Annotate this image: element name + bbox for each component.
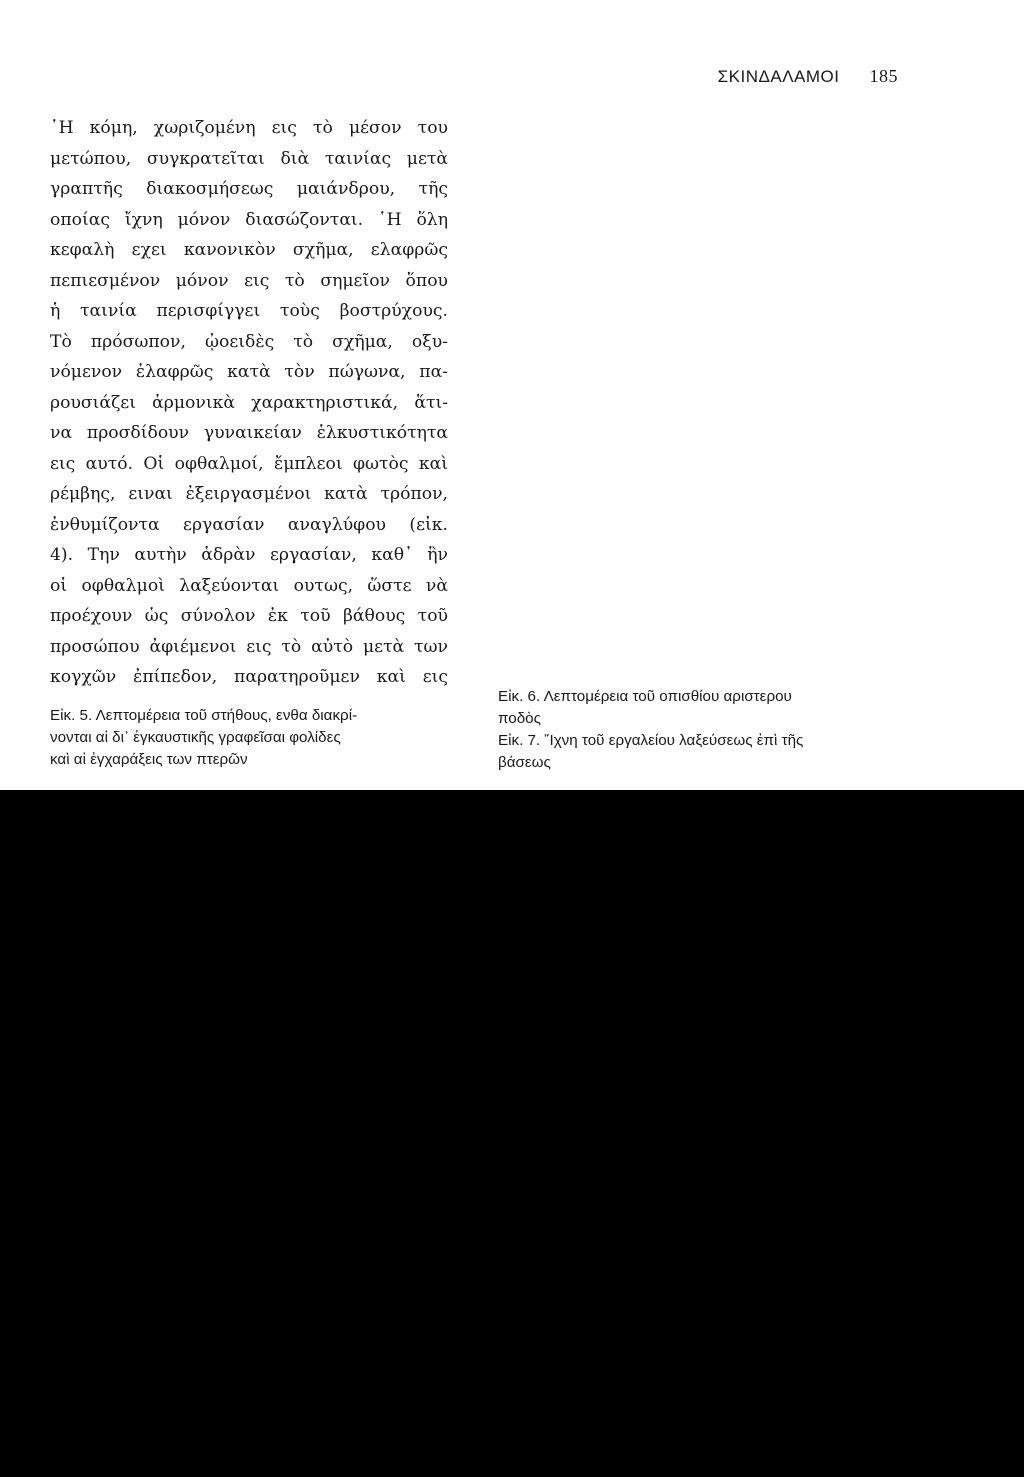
body-line: προσώπου ἀφιέμενοι εις τὸ αὐτὸ μετὰ των	[50, 636, 448, 657]
body-line: 4). Την αυτὴν ἁδρὰν εργασίαν, καθ᾽ ἣν	[50, 545, 448, 565]
body-line: να προσδίδουν γυναικείαν ἑλκυστικότητα	[50, 423, 448, 443]
caption-line: ποδὸς	[498, 710, 541, 727]
body-line: ἡ ταινία περισφίγγει τοὺς βοστρύχους.	[50, 301, 448, 321]
body-line: οἱ οφθαλμοὶ λαξεύονται ουτως, ὥστε νὰ	[50, 575, 448, 596]
figure-6-7-caption	[498, 686, 898, 774]
running-head	[718, 66, 898, 87]
body-line: οποίας ἴχνη μόνον διασώζονται. ῾Η ὅλη	[50, 209, 448, 230]
body-line: ρουσιάζει ἁρμονικὰ χαρακτηριστικά, ἅτι-	[50, 392, 448, 413]
page-number: 185	[869, 66, 898, 86]
body-line: εις αυτό. Οἱ οφθαλμοί, ἔμπλεοι φωτὸς καὶ	[50, 453, 448, 474]
caption-line: καὶ αἱ ἐγχαράξεις των πτερῶν	[50, 751, 248, 768]
running-title: ΣΚΙΝΔΑΛΑΜΟΙ	[717, 67, 840, 86]
caption-line: νονται αἱ δι᾽ ἐγκαυστικῆς γραφεῖσαι φολίδες	[50, 729, 341, 746]
body-line: ἐνθυμίζοντα εργασίαν αναγλύφου (εἰκ.	[50, 514, 448, 535]
body-line: προέχουν ὡς σύνολον ἐκ τοῦ βάθους τοῦ	[50, 606, 448, 626]
caption-line: Εἰκ. 6. Λεπτομέρεια τοῦ οπισθίου αριστερου	[498, 688, 792, 705]
body-line: Τὸ πρόσωπον, ᾠοειδὲς τὸ σχῆμα, οξυ-	[50, 331, 448, 352]
body-paragraph	[50, 113, 448, 693]
figure-5-caption	[50, 705, 450, 771]
body-line: ῾Η κόμη, χωριζομένη εις τὸ μέσον του	[50, 118, 448, 138]
body-line: νόμενον ἐλαφρῶς κατὰ τὸν πώγωνα, πα-	[50, 362, 448, 382]
body-line: ρέμβης, ειναι ἐξειργασμένοι κατὰ τρόπον,	[50, 484, 448, 504]
body-line: μετώπου, συγκρατεῖται διὰ ταινίας μετὰ	[50, 148, 448, 169]
caption-line: Εἰκ. 7. ῎Ιχνη τοῦ εργαλείου λαξεύσεως ἐπὶ τῆς	[498, 732, 804, 749]
body-line: κεφαλὴ εχει κανονικὸν σχῆμα, ελαφρῶς	[50, 240, 448, 260]
body-line: κογχῶν ἐπίπεδον, παρατηροῦμεν καὶ εις	[50, 667, 448, 687]
caption-line: Εἰκ. 5. Λεπτομέρεια τοῦ στήθους, ενθα διακρί-	[50, 707, 358, 724]
caption-line: βάσεως	[498, 754, 551, 771]
body-line: γραπτῆς διακοσμήσεως μαιάνδρου, τῆς	[50, 179, 448, 199]
body-line: πεπιεσμένον μόνον εις τὸ σημεῖον ὅπου	[50, 270, 448, 291]
